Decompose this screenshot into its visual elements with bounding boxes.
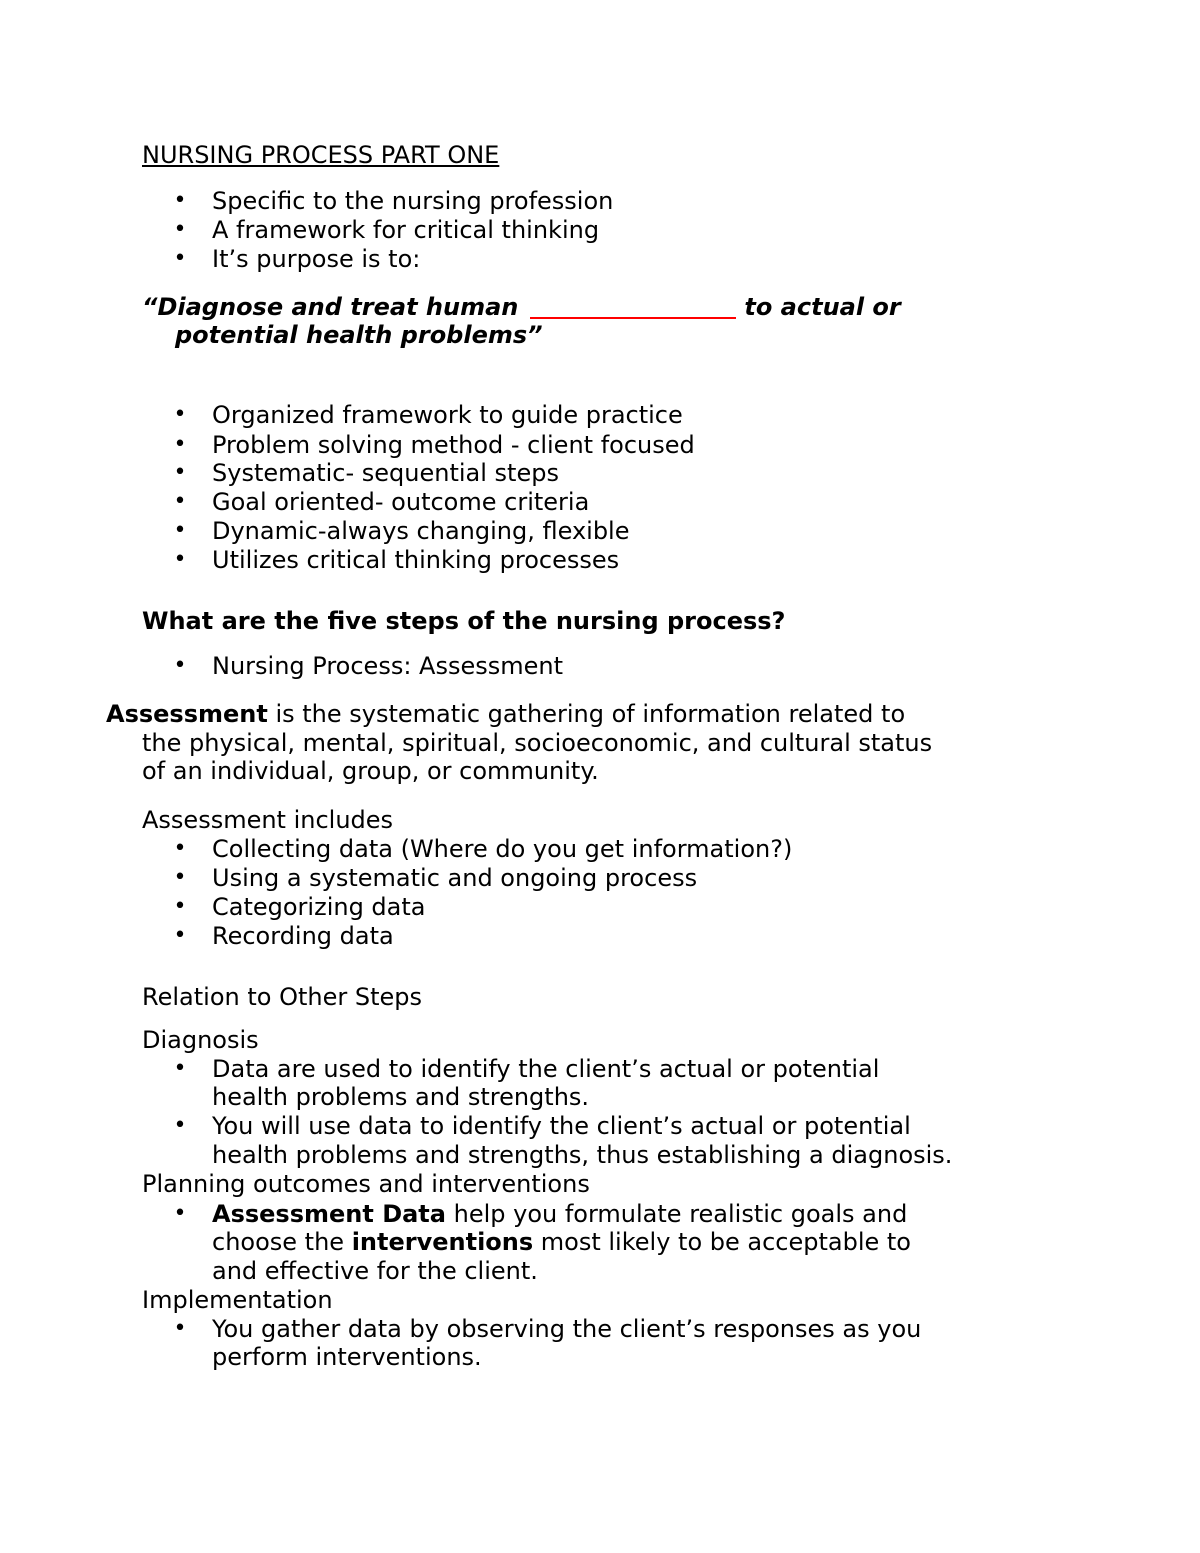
quote-part-2: to actual or bbox=[744, 293, 901, 321]
planning-bullet-line-1 bbox=[212, 1199, 907, 1229]
feature-bullet-6: Utilizes critical thinking processes bbox=[212, 546, 620, 574]
definition-line-3: of an individual, group, or community. bbox=[142, 757, 599, 785]
bullet-icon: • bbox=[173, 246, 187, 271]
intro-bullet-1: Specific to the nursing profession bbox=[212, 187, 614, 215]
bullet-icon: • bbox=[173, 432, 187, 457]
planning-bullet-line-2 bbox=[212, 1227, 911, 1257]
bullet-icon: • bbox=[173, 894, 187, 919]
definition-line-2: the physical, mental, spiritual, socioeconomic, and cultural status bbox=[142, 729, 933, 757]
bullet-icon: • bbox=[173, 653, 187, 678]
bullet-icon: • bbox=[173, 217, 187, 242]
question-heading: What are the five steps of the nursing process? bbox=[142, 607, 786, 635]
quote-part-1: “Diagnose and treat human bbox=[142, 293, 519, 321]
planning-text-2b: most likely to be acceptable to bbox=[533, 1228, 911, 1256]
planning-bullet-line-3: and effective for the client. bbox=[212, 1257, 538, 1285]
step-bullet: Nursing Process: Assessment bbox=[212, 652, 563, 680]
bullet-icon: • bbox=[173, 1201, 187, 1226]
bullet-icon: • bbox=[173, 1056, 187, 1081]
diagnosis-bullet-2-line-1: You will use data to identify the client’s actual or potential bbox=[212, 1112, 911, 1140]
diagnosis-heading: Diagnosis bbox=[142, 1026, 259, 1054]
quote-line-2: potential health problems” bbox=[175, 321, 543, 349]
bullet-icon: • bbox=[173, 865, 187, 890]
implementation-bullet-line-2: perform interventions. bbox=[212, 1343, 482, 1371]
diagnosis-bullet-2-line-2: health problems and strengths, thus establishing a diagnosis. bbox=[212, 1141, 953, 1169]
feature-bullet-5: Dynamic-always changing, flexible bbox=[212, 517, 630, 545]
planning-bold-2: interventions bbox=[351, 1228, 534, 1256]
diagnosis-bullet-1-line-2: health problems and strengths. bbox=[212, 1083, 590, 1111]
includes-heading: Assessment includes bbox=[142, 806, 394, 834]
bullet-icon: • bbox=[173, 460, 187, 485]
diagnosis-bullet-1-line-1: Data are used to identify the client’s actual or potential bbox=[212, 1055, 880, 1083]
bullet-icon: • bbox=[173, 1316, 187, 1341]
planning-text-1: help you formulate realistic goals and bbox=[445, 1200, 908, 1228]
feature-bullet-4: Goal oriented- outcome criteria bbox=[212, 488, 590, 516]
planning-text-2a: choose the bbox=[212, 1228, 352, 1256]
relation-heading: Relation to Other Steps bbox=[142, 983, 422, 1011]
feature-bullet-1: Organized framework to guide practice bbox=[212, 401, 683, 429]
includes-bullet-2: Using a systematic and ongoing process bbox=[212, 864, 698, 892]
bullet-icon: • bbox=[173, 547, 187, 572]
feature-bullet-3: Systematic- sequential steps bbox=[212, 459, 559, 487]
intro-bullet-3: It’s purpose is to: bbox=[212, 245, 421, 273]
planning-heading: Planning outcomes and interventions bbox=[142, 1170, 590, 1198]
intro-bullet-2: A framework for critical thinking bbox=[212, 216, 600, 244]
bullet-icon: • bbox=[173, 836, 187, 861]
bullet-icon: • bbox=[173, 188, 187, 213]
feature-bullet-2: Problem solving method - client focused bbox=[212, 431, 695, 459]
bullet-icon: • bbox=[173, 489, 187, 514]
includes-bullet-3: Categorizing data bbox=[212, 893, 426, 921]
bullet-icon: • bbox=[173, 1113, 187, 1138]
quote-line-1 bbox=[142, 292, 901, 322]
definition-term: Assessment bbox=[106, 700, 268, 728]
includes-bullet-4: Recording data bbox=[212, 922, 394, 950]
fill-in-blank-line bbox=[530, 317, 736, 319]
includes-bullet-1: Collecting data (Where do you get information?) bbox=[212, 835, 793, 863]
document-title: NURSING PROCESS PART ONE bbox=[142, 141, 500, 169]
bullet-icon: • bbox=[173, 923, 187, 948]
implementation-bullet-line-1: You gather data by observing the client’s responses as you bbox=[212, 1315, 922, 1343]
definition-line-1 bbox=[106, 699, 905, 729]
definition-text-1: is the systematic gathering of information related to bbox=[267, 700, 906, 728]
implementation-heading: Implementation bbox=[142, 1286, 333, 1314]
planning-bold-1: Assessment Data bbox=[212, 1200, 446, 1228]
bullet-icon: • bbox=[173, 518, 187, 543]
bullet-icon: • bbox=[173, 402, 187, 427]
